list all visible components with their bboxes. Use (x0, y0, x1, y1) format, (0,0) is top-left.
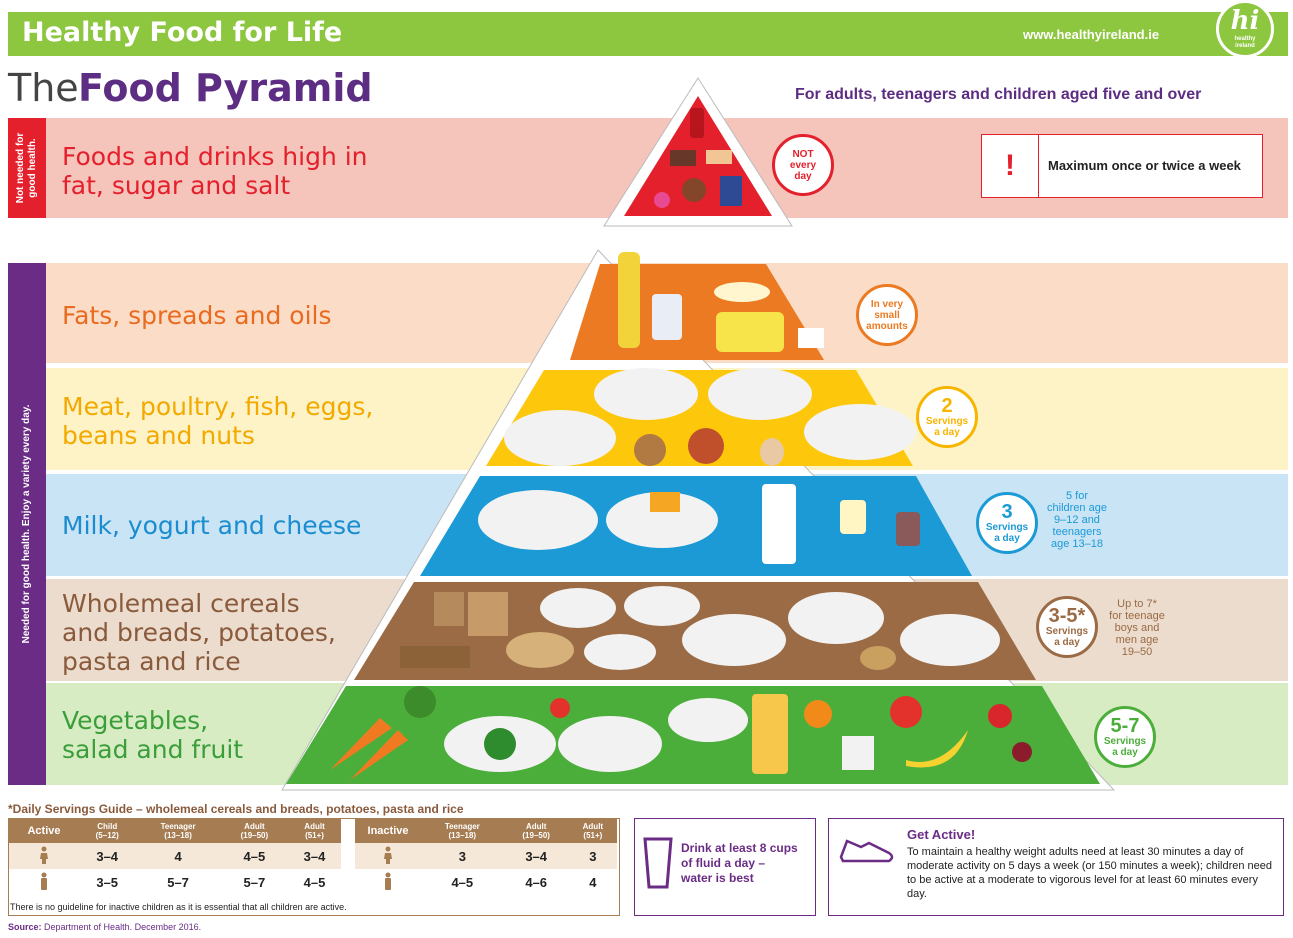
yogurt-pot (840, 500, 866, 534)
naan (506, 632, 574, 668)
get-active-text: To maintain a healthy weight adults need at least 30 minutes a day of moderate activity on 5 days a week (or 150 minutes a week); children need to be active at a moderate to vigorous level for at least 60 minutes every day. (907, 846, 1273, 900)
website-link[interactable]: www.healthyireland.ie (1023, 27, 1160, 42)
audience-subtitle: For adults, teenagers and children aged five and over (795, 86, 1202, 103)
biscuit (706, 150, 732, 164)
drink-fluid-box (634, 818, 816, 916)
serving-badge-text: Servings a day (985, 522, 1029, 544)
tomato (550, 698, 570, 718)
frequency-warning-box (981, 134, 1263, 198)
source-label: Source: (8, 922, 42, 932)
cheddar (650, 492, 680, 512)
table-cell: 3–4 (79, 843, 135, 869)
salad-plate (558, 716, 662, 772)
serving-badge-text: In very small amounts (866, 298, 908, 332)
logo-text: hi (1230, 6, 1260, 36)
serving-badge-text: NOT every day (789, 148, 817, 182)
serving-badge-cereals (1036, 596, 1098, 658)
serving-badge-fats (856, 284, 918, 346)
table-row (9, 869, 341, 895)
mayonnaise-jar (652, 294, 682, 340)
source-text: Department of Health. December 2016. (44, 922, 202, 932)
drink-text: Drink at least 8 cups of fluid a day – water is best (681, 841, 798, 885)
brown-bread (434, 592, 464, 626)
serving-badge-text: Servings a day (925, 416, 969, 438)
column-header: Teenager (13–18) (135, 819, 220, 843)
table-cell: 3 (421, 843, 504, 869)
potatoes (860, 646, 896, 670)
serving-badge-treats (772, 134, 834, 196)
table-cell: 4–5 (303, 874, 326, 890)
tier-label-vegetables: Vegetables, salad and fruit (62, 706, 244, 764)
cola-can (690, 108, 704, 138)
chocolate-bar (670, 150, 696, 166)
beef-plate (708, 368, 812, 420)
tier-label-protein: Meat, poultry, fish, eggs, beans and nuts (62, 392, 374, 450)
table-cell: 3–4 (288, 843, 341, 869)
inactive-header: Inactive (355, 819, 421, 843)
glass-icon (643, 837, 673, 889)
broccoli (404, 686, 436, 718)
tier-label-cereals: Wholemeal cereals and breads, potatoes, pasta and rice (62, 589, 336, 676)
inactive-table (355, 819, 617, 895)
table-cell: 5–7 (167, 874, 189, 890)
pasta-plate (788, 592, 884, 644)
orange (804, 700, 832, 728)
tier-label-treats: Foods and drinks high in fat, sugar and salt (62, 142, 368, 200)
potato-plate (900, 614, 1000, 666)
serving-count: 3 (1001, 501, 1013, 523)
table-row (9, 843, 341, 869)
active-table (9, 819, 341, 895)
egg (760, 438, 784, 466)
serving-badge-text: Servings a day (1103, 736, 1147, 758)
column-header: Adult (19–50) (504, 819, 569, 843)
sweets (654, 192, 670, 208)
butter-tub (716, 312, 784, 352)
serving-badge-text: Servings a day (1045, 626, 1089, 648)
oats-bowl (584, 634, 656, 670)
brie-plate (478, 490, 598, 550)
cereals-note: Up to 7* for teenage boys and men age 19–50 (1109, 598, 1165, 658)
apple (890, 696, 922, 728)
juice-glass (752, 694, 788, 774)
column-header: Adult (19–50) (221, 819, 288, 843)
spread-pack (798, 328, 824, 348)
pyramid-tier-fats (570, 264, 824, 360)
header-title: Healthy Food for Life (22, 17, 343, 48)
title-prefix: The (8, 66, 79, 110)
milk-glass (762, 484, 796, 564)
page-title: Food Pyramid (78, 66, 373, 110)
wholemeal-slice (468, 592, 508, 636)
female-icon (9, 843, 79, 869)
get-active-title: Get Active! (907, 827, 976, 842)
table-cell: 3 (569, 843, 617, 869)
table-cell: 4–6 (525, 874, 548, 890)
rice-plate (682, 614, 786, 666)
tier-label-dairy: Milk, yogurt and cheese (62, 511, 362, 540)
frequency-warning-text: Maximum once or twice a week (1048, 158, 1241, 173)
needed-text: Needed for good health. Enjoy a variety every day. (21, 404, 32, 644)
source-credit (8, 922, 201, 932)
peas (484, 728, 516, 760)
tier-label-fats: Fats, spreads and oils (62, 301, 332, 330)
table-cell: 3–4 (504, 843, 569, 869)
shoe-icon (839, 835, 895, 865)
table-cell: 4 (589, 874, 597, 890)
column-header: Teenager (13–18) (421, 819, 504, 843)
table-row (355, 869, 617, 895)
warning-icon: ! (982, 135, 1039, 197)
serving-badge-dairy (976, 492, 1038, 554)
table-footnote: There is no guideline for inactive children as it is essential that all children are active. (10, 902, 347, 912)
cherries (1012, 742, 1032, 762)
fruit-pot (842, 736, 874, 770)
table-cell: 4–5 (451, 874, 474, 890)
bran-bowl (624, 586, 700, 626)
beans (688, 428, 724, 464)
table-row (355, 843, 617, 869)
male-icon (355, 869, 421, 895)
logo-subtext: healthy ireland (1234, 36, 1256, 49)
chicken-plate (504, 410, 616, 466)
cereal-bowl (540, 588, 616, 628)
fish-plate (804, 404, 916, 460)
table-cell: 3–5 (96, 874, 119, 890)
serving-count: 3-5* (1048, 605, 1086, 627)
serving-count: 2 (941, 395, 953, 417)
male-icon (9, 869, 79, 895)
table-cell: 4–5 (221, 843, 288, 869)
not-needed-text: Not needed for good health. (15, 132, 38, 204)
meat-plate (594, 368, 698, 420)
serving-badge-vegetables (1094, 706, 1156, 768)
female-icon (355, 843, 421, 869)
serving-count: 5-7 (1110, 715, 1140, 737)
table-cell: 4 (135, 843, 220, 869)
servings-guide-title: *Daily Servings Guide – wholemeal cereals and breads, potatoes, pasta and rice (8, 802, 464, 816)
strawberries (988, 704, 1012, 728)
column-header: Child (5–12) (79, 819, 135, 843)
oil-bottle (618, 252, 640, 348)
table-cell: 5–7 (243, 874, 266, 890)
active-header: Active (9, 819, 79, 843)
butter-pat (714, 282, 770, 302)
crispbread (400, 646, 470, 668)
chocolate-milk (896, 512, 920, 546)
dairy-note: 5 for children age 9–12 and teenagers age 13–18 (1047, 490, 1107, 550)
get-active-box (828, 818, 1284, 916)
soup-bowl (668, 698, 748, 742)
column-header: Adult (51+) (288, 819, 341, 843)
muffin (682, 178, 706, 202)
nuts (634, 434, 666, 466)
column-header: Adult (51+) (569, 819, 617, 843)
crisps-bag (720, 176, 742, 206)
serving-badge-protein (916, 386, 978, 448)
